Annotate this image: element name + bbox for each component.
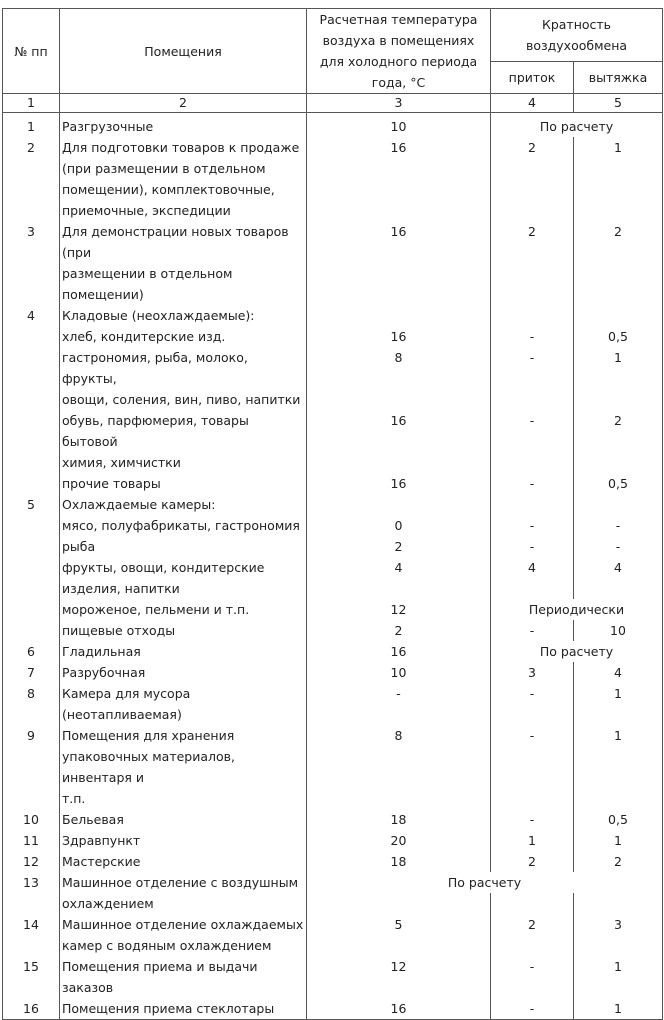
row-number-cell <box>3 515 60 536</box>
exhaust-cell <box>574 305 663 326</box>
row-number-cell: 10 <box>3 809 60 830</box>
exhaust-cell <box>574 200 663 221</box>
temperature-cell: 5 <box>307 914 491 935</box>
exhaust-cell <box>574 158 663 179</box>
room-cell: мороженое, пельмени и т.п. <box>60 599 307 620</box>
exhaust-cell <box>574 935 663 956</box>
supply-cell: 2 <box>491 914 574 935</box>
supply-cell: - <box>491 683 574 725</box>
row-number-cell <box>3 326 60 347</box>
table-row <box>3 851 663 872</box>
supply-cell <box>491 746 574 788</box>
room-cell: химия, химчистки <box>60 452 307 473</box>
temperature-cell: 10 <box>307 662 491 683</box>
table-body <box>3 113 663 1020</box>
table-row <box>3 893 663 914</box>
temperature-cell: - <box>307 683 491 725</box>
supply-cell: - <box>491 998 574 1020</box>
room-cell: пищевые отходы <box>60 620 307 641</box>
temperature-cell <box>307 305 491 326</box>
air-exchange-span-cell: По расчету <box>491 113 663 138</box>
supply-cell <box>491 452 574 473</box>
temperature-cell: 10 <box>307 113 491 138</box>
table-row <box>3 599 663 620</box>
room-cell: Бельевая <box>60 809 307 830</box>
row-number-cell: 8 <box>3 683 60 725</box>
table-row <box>3 326 663 347</box>
column-number: 2 <box>60 94 307 113</box>
exhaust-cell: - <box>574 536 663 557</box>
table-row <box>3 200 663 221</box>
table-row <box>3 872 663 893</box>
exhaust-cell: 1 <box>574 683 663 725</box>
row-number-cell <box>3 410 60 452</box>
row-number-cell <box>3 452 60 473</box>
room-cell: помещении), комплектовочные, <box>60 179 307 200</box>
table-row <box>3 305 663 326</box>
exhaust-cell: 1 <box>574 956 663 998</box>
temperature-cell: 16 <box>307 473 491 494</box>
exhaust-cell: 0,5 <box>574 473 663 494</box>
supply-cell <box>491 305 574 326</box>
room-cell: изделия, напитки <box>60 578 307 599</box>
table-row <box>3 935 663 956</box>
exhaust-cell: 1 <box>574 347 663 389</box>
row-number-cell <box>3 893 60 914</box>
exhaust-cell <box>574 452 663 473</box>
supply-cell <box>491 263 574 305</box>
room-cell: Гладильная <box>60 641 307 662</box>
exhaust-cell <box>574 179 663 200</box>
temperature-cell <box>307 935 491 956</box>
column-number: 4 <box>491 94 574 113</box>
room-cell: Машинное отделение охлаждаемых <box>60 914 307 935</box>
table-row <box>3 809 663 830</box>
exhaust-cell: 4 <box>574 557 663 578</box>
exhaust-cell: 10 <box>574 620 663 641</box>
supply-cell <box>491 389 574 410</box>
table-row <box>3 263 663 305</box>
room-cell: Охлаждаемые камеры: <box>60 494 307 515</box>
supply-cell <box>491 200 574 221</box>
room-cell: обувь, парфюмерия, товары бытовой <box>60 410 307 452</box>
supply-cell <box>491 179 574 200</box>
room-cell: фрукты, овощи, кондитерские <box>60 557 307 578</box>
temperature-cell: 16 <box>307 137 491 158</box>
table-row <box>3 830 663 851</box>
exhaust-cell: 2 <box>574 410 663 452</box>
temperature-cell <box>307 746 491 788</box>
air-exchange-span-cell: По расчету <box>491 641 663 662</box>
row-number-cell <box>3 557 60 578</box>
temperature-cell <box>307 179 491 200</box>
row-number-cell <box>3 158 60 179</box>
supply-cell: 2 <box>491 221 574 263</box>
room-cell: камер с водяным охлаждением <box>60 935 307 956</box>
air-exchange-span-cell: Периодически <box>491 599 663 620</box>
supply-cell: - <box>491 809 574 830</box>
exhaust-cell <box>574 746 663 788</box>
table-row <box>3 473 663 494</box>
room-cell: размещении в отдельном помещении) <box>60 263 307 305</box>
room-cell: мясо, полуфабрикаты, гастрономия <box>60 515 307 536</box>
row-number-cell: 11 <box>3 830 60 851</box>
exhaust-cell: 2 <box>574 851 663 872</box>
header-supply: приток <box>491 61 574 93</box>
table-row <box>3 347 663 389</box>
temperature-cell: 8 <box>307 725 491 746</box>
room-cell: (при размещении в отдельном <box>60 158 307 179</box>
supply-cell: - <box>491 473 574 494</box>
table-row <box>3 725 663 746</box>
exhaust-cell <box>574 578 663 599</box>
temperature-cell: 16 <box>307 221 491 263</box>
temperature-cell <box>307 263 491 305</box>
room-cell: прочие товары <box>60 473 307 494</box>
table-row <box>3 137 663 158</box>
temperature-cell: 16 <box>307 998 491 1020</box>
row-number-cell <box>3 578 60 599</box>
supply-cell <box>491 494 574 515</box>
row-number-cell: 9 <box>3 725 60 746</box>
temperature-cell: 18 <box>307 851 491 872</box>
row-number-cell <box>3 599 60 620</box>
room-cell: рыба <box>60 536 307 557</box>
table-row <box>3 641 663 662</box>
temperature-cell: 12 <box>307 599 491 620</box>
table-row <box>3 158 663 179</box>
header-exhaust: вытяжка <box>574 61 663 93</box>
header-temperature: Расчетная температура воздуха в помещениях для холодного периода года, °С <box>307 9 491 94</box>
temperature-cell: 2 <box>307 536 491 557</box>
temperature-cell <box>307 788 491 809</box>
supply-cell: 2 <box>491 851 574 872</box>
header-air-exchange-rate: Кратность воздухообмена <box>491 9 663 62</box>
exhaust-cell: 2 <box>574 221 663 263</box>
row-number-cell: 4 <box>3 305 60 326</box>
room-cell: Для подготовки товаров к продаже <box>60 137 307 158</box>
table-row <box>3 452 663 473</box>
table-row <box>3 179 663 200</box>
room-cell: Машинное отделение с воздушным <box>60 872 307 893</box>
supply-cell <box>491 578 574 599</box>
row-number-cell <box>3 935 60 956</box>
table-row <box>3 515 663 536</box>
supply-cell: - <box>491 326 574 347</box>
exhaust-cell <box>574 788 663 809</box>
row-number-cell: 5 <box>3 494 60 515</box>
supply-cell: 1 <box>491 830 574 851</box>
table-row <box>3 578 663 599</box>
room-cell: приемочные, экспедиции <box>60 200 307 221</box>
row-number-cell: 15 <box>3 956 60 998</box>
exhaust-cell: 1 <box>574 137 663 158</box>
supply-cell: - <box>491 725 574 746</box>
exhaust-cell <box>574 389 663 410</box>
temperature-cell <box>307 893 491 914</box>
table-row <box>3 683 663 725</box>
supply-cell: - <box>491 956 574 998</box>
temperature-cell: 18 <box>307 809 491 830</box>
column-number: 1 <box>3 94 60 113</box>
exhaust-cell: 1 <box>574 998 663 1020</box>
table-row <box>3 746 663 788</box>
row-number-cell <box>3 179 60 200</box>
table-row <box>3 410 663 452</box>
table-row <box>3 998 663 1020</box>
temperature-cell <box>307 158 491 179</box>
room-cell: упаковочных материалов, инвентаря и <box>60 746 307 788</box>
header-room: Помещения <box>60 9 307 94</box>
supply-cell: - <box>491 515 574 536</box>
row-number-cell: 16 <box>3 998 60 1020</box>
row-number-cell <box>3 389 60 410</box>
row-number-cell: 3 <box>3 221 60 263</box>
table-row <box>3 662 663 683</box>
table-row <box>3 620 663 641</box>
exhaust-cell: 1 <box>574 830 663 851</box>
temperature-cell: 12 <box>307 956 491 998</box>
supply-cell: 4 <box>491 557 574 578</box>
table-row <box>3 389 663 410</box>
room-cell: Камера для мусора (неотапливаемая) <box>60 683 307 725</box>
room-cell: Разгрузочные <box>60 113 307 138</box>
room-cell: Для демонстрации новых товаров (при <box>60 221 307 263</box>
exhaust-cell: 0,5 <box>574 809 663 830</box>
temperature-cell: 0 <box>307 515 491 536</box>
room-cell: охлаждением <box>60 893 307 914</box>
room-cell: Здравпункт <box>60 830 307 851</box>
column-number: 5 <box>574 94 663 113</box>
exhaust-cell: 4 <box>574 662 663 683</box>
row-number-cell <box>3 620 60 641</box>
supply-cell: - <box>491 410 574 452</box>
row-number-cell: 13 <box>3 872 60 893</box>
temperature-cell: 4 <box>307 557 491 578</box>
temperature-cell: 8 <box>307 347 491 389</box>
temperature-cell: 20 <box>307 830 491 851</box>
supply-cell: - <box>491 347 574 389</box>
temperature-cell: 16 <box>307 326 491 347</box>
room-cell: Разрубочная <box>60 662 307 683</box>
temperature-cell: 16 <box>307 641 491 662</box>
exhaust-cell: 1 <box>574 725 663 746</box>
header-num: № пп <box>3 9 60 94</box>
table-row <box>3 557 663 578</box>
room-cell: Кладовые (неохлаждаемые): <box>60 305 307 326</box>
supply-cell: 3 <box>491 662 574 683</box>
supply-cell: - <box>491 620 574 641</box>
exhaust-cell: - <box>574 515 663 536</box>
table-row <box>3 494 663 515</box>
table-row <box>3 956 663 998</box>
row-number-cell <box>3 788 60 809</box>
row-number-cell <box>3 473 60 494</box>
temperature-cell <box>307 389 491 410</box>
exhaust-cell: 3 <box>574 914 663 935</box>
row-number-cell <box>3 746 60 788</box>
row-number-cell: 7 <box>3 662 60 683</box>
exhaust-cell <box>574 263 663 305</box>
temperature-cell <box>307 452 491 473</box>
calculated-span-cell: По расчету <box>307 872 663 893</box>
exhaust-cell <box>574 893 663 914</box>
row-number-cell <box>3 200 60 221</box>
table-row <box>3 221 663 263</box>
exhaust-cell <box>574 494 663 515</box>
row-number-cell <box>3 536 60 557</box>
temperature-cell <box>307 494 491 515</box>
supply-cell: 2 <box>491 137 574 158</box>
row-number-cell: 14 <box>3 914 60 935</box>
supply-cell: - <box>491 536 574 557</box>
room-cell: гастрономия, рыба, молоко, фрукты, <box>60 347 307 389</box>
column-number: 3 <box>307 94 491 113</box>
row-number-cell: 2 <box>3 137 60 158</box>
temperature-cell: 2 <box>307 620 491 641</box>
row-number-cell: 6 <box>3 641 60 662</box>
supply-cell <box>491 893 574 914</box>
exhaust-cell: 0,5 <box>574 326 663 347</box>
temperature-cell: 16 <box>307 410 491 452</box>
row-number-cell <box>3 347 60 389</box>
row-number-cell: 1 <box>3 113 60 138</box>
room-cell: Помещения приема и выдачи заказов <box>60 956 307 998</box>
temperature-cell <box>307 200 491 221</box>
table-row <box>3 113 663 138</box>
table-row <box>3 914 663 935</box>
room-cell: Помещения для хранения <box>60 725 307 746</box>
row-number-cell: 12 <box>3 851 60 872</box>
temperature-cell <box>307 578 491 599</box>
room-cell: овощи, соления, вин, пиво, напитки <box>60 389 307 410</box>
row-number-cell <box>3 263 60 305</box>
table-row <box>3 536 663 557</box>
supply-cell <box>491 158 574 179</box>
supply-cell <box>491 935 574 956</box>
room-cell: т.п. <box>60 788 307 809</box>
table-row <box>3 788 663 809</box>
room-cell: Мастерские <box>60 851 307 872</box>
room-cell: хлеб, кондитерские изд. <box>60 326 307 347</box>
supply-cell <box>491 788 574 809</box>
room-cell: Помещения приема стеклотары <box>60 998 307 1020</box>
ventilation-table <box>2 8 663 1020</box>
